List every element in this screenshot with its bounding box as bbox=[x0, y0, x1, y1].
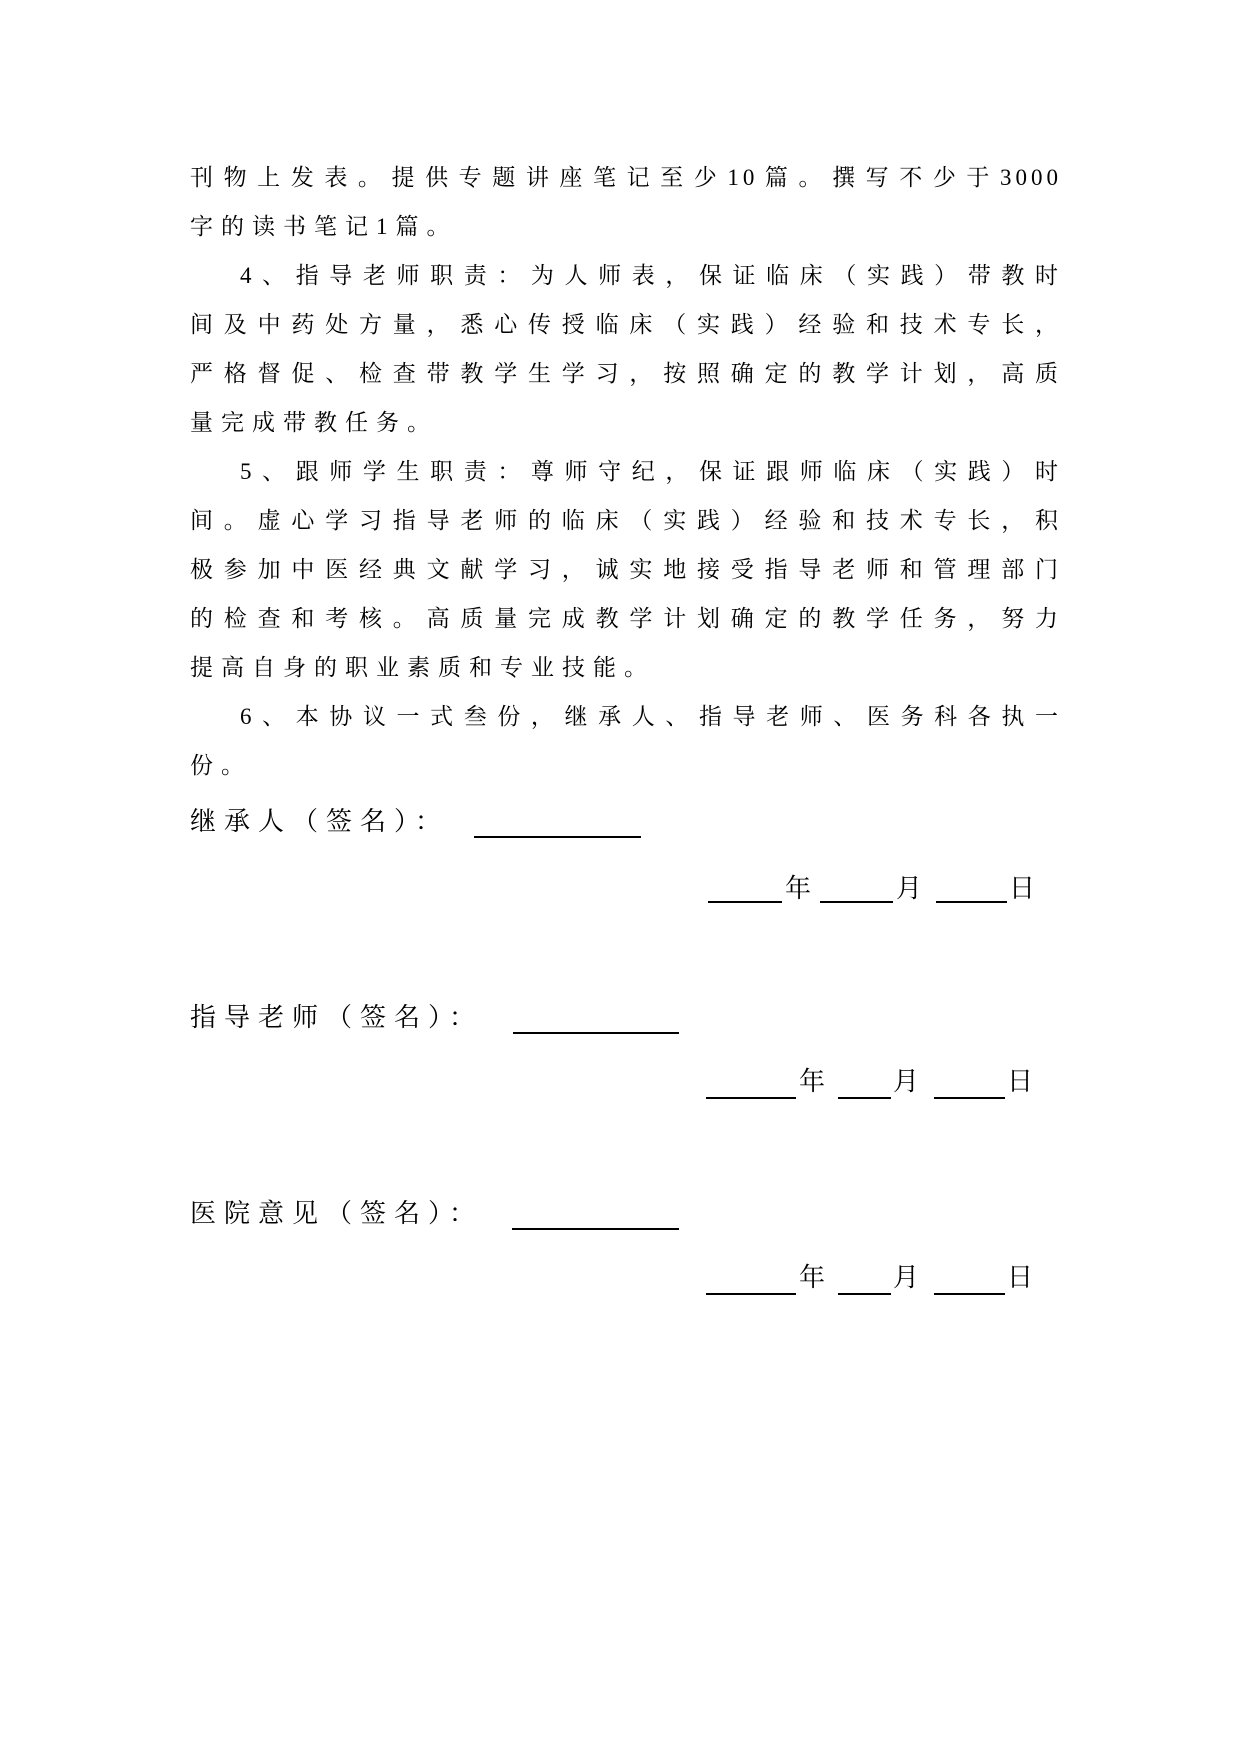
date-day-label: 日 bbox=[1009, 874, 1036, 903]
text-line: 字的读书笔记1篇。 bbox=[190, 214, 458, 239]
date-day-label: 日 bbox=[1007, 1263, 1034, 1292]
date-day-blank bbox=[936, 901, 1007, 903]
date-day-label: 日 bbox=[1007, 1067, 1034, 1096]
text-line: 间及中药处方量，悉心传授临床（实践）经验和技术专长， bbox=[190, 312, 1062, 337]
clause-5-first-line: 5、跟师学生职责：尊师守纪，保证跟师临床（实践）时 bbox=[240, 459, 1062, 484]
date-month-blank bbox=[838, 1293, 891, 1295]
text-line: 提高自身的职业素质和专业技能。 bbox=[190, 655, 655, 680]
hospital-opinion-signature-block bbox=[0, 1196, 1241, 1316]
date-year-blank bbox=[706, 1293, 796, 1295]
text-line: 严格督促、检查带教学生学习，按照确定的教学计划，高质 bbox=[190, 361, 1062, 386]
date-month-blank bbox=[820, 901, 893, 903]
clause-6-first-line: 6、本协议一式叁份，继承人、指导老师、医务科各执一 bbox=[240, 704, 1062, 729]
heir-signature-blank bbox=[474, 836, 641, 838]
text-line: 刊物上发表。提供专题讲座笔记至少10篇。撰写不少于3000 bbox=[190, 165, 1062, 190]
mentor-signature-blank bbox=[513, 1032, 679, 1034]
text-line: 量完成带教任务。 bbox=[190, 410, 438, 435]
date-year-blank bbox=[708, 901, 782, 903]
date-year-label: 年 bbox=[785, 874, 812, 903]
date-year-label: 年 bbox=[799, 1263, 826, 1292]
mentor-signature-label: 指导老师（签名）： bbox=[190, 1003, 484, 1032]
clause-4-first-line: 4、指导老师职责：为人师表，保证临床（实践）带教时 bbox=[240, 263, 1062, 288]
date-year-blank bbox=[706, 1097, 796, 1099]
text-line: 份。 bbox=[190, 753, 252, 778]
date-month-label: 月 bbox=[896, 874, 923, 903]
date-day-blank bbox=[934, 1097, 1005, 1099]
date-day-blank bbox=[934, 1293, 1005, 1295]
date-month-label: 月 bbox=[893, 1067, 920, 1096]
mentor-signature-block bbox=[0, 1000, 1241, 1120]
heir-signature-label: 继承人（签名）： bbox=[190, 807, 450, 836]
hospital-opinion-signature-label: 医院意见（签名）： bbox=[190, 1199, 484, 1228]
text-line: 间。虚心学习指导老师的临床（实践）经验和技术专长，积 bbox=[190, 508, 1062, 533]
date-year-label: 年 bbox=[799, 1067, 826, 1096]
text-line: 极参加中医经典文献学习，诚实地接受指导老师和管理部门 bbox=[190, 557, 1062, 582]
date-month-blank bbox=[838, 1097, 891, 1099]
hospital-opinion-signature-blank bbox=[512, 1228, 679, 1230]
agreement-body-text bbox=[190, 153, 1062, 790]
heir-signature-block bbox=[0, 804, 1241, 924]
text-line: 的检查和考核。高质量完成教学计划确定的教学任务，努力 bbox=[190, 606, 1062, 631]
date-month-label: 月 bbox=[893, 1263, 920, 1292]
